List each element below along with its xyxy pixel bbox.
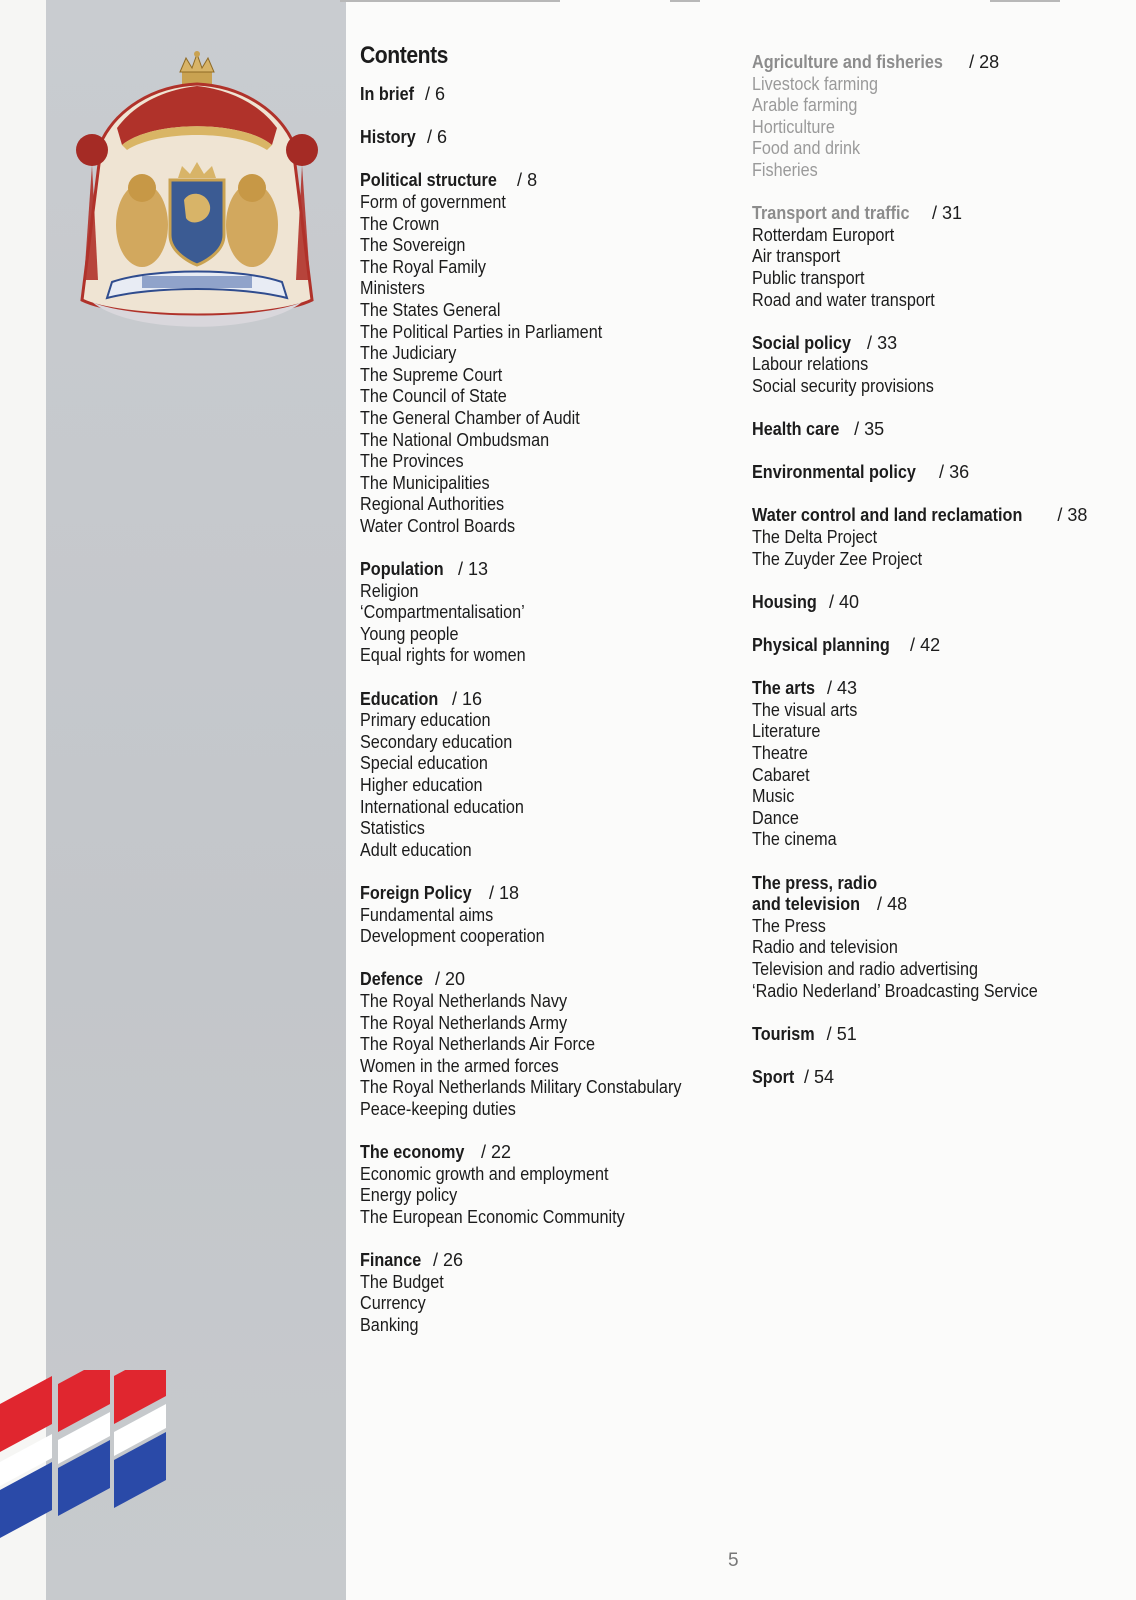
toc-section xyxy=(752,505,1132,570)
toc-entry[interactable]: The Sovereign xyxy=(360,235,466,256)
toc-page-number: 35 xyxy=(864,419,885,440)
top-rule xyxy=(340,0,560,2)
toc-entry[interactable]: The cinema xyxy=(752,829,837,850)
toc-entry[interactable]: Literature xyxy=(752,721,821,742)
toc-entry[interactable]: Fisheries xyxy=(752,159,818,180)
toc-entry[interactable]: Religion xyxy=(360,580,419,601)
toc-page-number: 40 xyxy=(839,591,860,612)
toc-page-number: 13 xyxy=(468,559,489,580)
toc-heading[interactable] xyxy=(360,127,730,149)
toc-entry[interactable]: Road and water transport xyxy=(752,289,935,310)
toc-heading[interactable] xyxy=(360,84,730,106)
toc-entry[interactable]: ‘Compartmentalisation’ xyxy=(360,602,525,623)
toc-heading[interactable] xyxy=(752,462,1132,484)
page-number: 5 xyxy=(728,1550,739,1571)
toc-heading-text: and television xyxy=(752,894,861,915)
toc-page-number: 22 xyxy=(491,1142,512,1163)
toc-entry[interactable]: Banking xyxy=(360,1314,419,1335)
top-rule xyxy=(670,0,700,2)
toc-heading[interactable] xyxy=(752,333,1132,355)
toc-entry[interactable]: Fundamental aims xyxy=(360,904,494,925)
toc-heading-text: Social policy xyxy=(752,332,852,353)
toc-page-number: 42 xyxy=(920,635,941,656)
toc-separator: / xyxy=(453,559,469,580)
toc-entry[interactable]: Secondary education xyxy=(360,731,513,752)
toc-page-number: 6 xyxy=(435,84,446,104)
toc-heading-text: Population xyxy=(360,559,444,580)
toc-heading-text: Environmental policy xyxy=(752,462,916,483)
toc-heading-text: The arts xyxy=(752,678,816,699)
toc-page-number: 18 xyxy=(499,882,520,903)
toc-heading[interactable] xyxy=(360,689,730,711)
toc-separator: / xyxy=(1052,505,1068,526)
toc-heading[interactable] xyxy=(752,505,1132,527)
toc-section xyxy=(360,969,730,1120)
toc-entry[interactable]: The Press xyxy=(752,915,826,936)
toc-heading[interactable] xyxy=(752,203,1132,225)
toc-entry[interactable]: Statistics xyxy=(360,818,425,839)
toc-heading-text: Agriculture and fisheries xyxy=(752,52,943,72)
toc-separator: / xyxy=(422,127,438,148)
toc-heading-text: Finance xyxy=(360,1250,422,1271)
toc-separator: / xyxy=(849,419,865,440)
page-margin xyxy=(0,0,46,1600)
toc-separator: / xyxy=(964,52,980,72)
toc-separator: / xyxy=(512,170,528,191)
toc-entry[interactable]: The Royal Netherlands Military Constabulary xyxy=(360,1077,682,1098)
toc-page-number: 43 xyxy=(837,678,858,699)
toc-heading-text: Political structure xyxy=(360,170,497,191)
toc-section xyxy=(360,1142,730,1228)
toc-section xyxy=(752,592,1132,614)
toc-separator: / xyxy=(420,84,436,104)
toc-heading[interactable] xyxy=(752,1024,1132,1046)
toc-entry[interactable]: The Royal Netherlands Army xyxy=(360,1012,568,1033)
toc-section xyxy=(752,203,1132,311)
toc-entry[interactable]: ‘Radio Nederland’ Broadcasting Service xyxy=(752,980,1038,1001)
top-rule xyxy=(990,0,1060,2)
toc-entry[interactable]: International education xyxy=(360,796,524,817)
toc-entry[interactable]: Cabaret xyxy=(752,764,810,785)
toc-heading-text: Transport and traffic xyxy=(752,203,910,224)
toc-entry[interactable]: The European Economic Community xyxy=(360,1206,625,1227)
toc-page-number: 16 xyxy=(462,688,483,709)
toc-heading-text: Foreign Policy xyxy=(360,882,472,903)
toc-entry[interactable]: Ministers xyxy=(360,278,425,299)
toc-entry[interactable]: Development cooperation xyxy=(360,926,545,947)
toc-page-number: 6 xyxy=(437,127,448,148)
toc-section xyxy=(752,52,1132,182)
toc-separator: / xyxy=(484,882,500,903)
toc-heading[interactable] xyxy=(752,419,1132,441)
toc-entry[interactable]: Air transport xyxy=(752,246,841,267)
toc-entry[interactable]: The Royal Family xyxy=(360,256,487,277)
toc-entry[interactable]: Regional Authorities xyxy=(360,494,505,515)
toc-entry[interactable]: Young people xyxy=(360,623,459,644)
toc-section xyxy=(360,127,730,149)
toc-heading-text: Sport xyxy=(752,1066,795,1087)
toc-entry[interactable]: Livestock farming xyxy=(752,73,879,94)
toc-separator: / xyxy=(822,678,838,699)
toc-entry[interactable]: Energy policy xyxy=(360,1185,458,1206)
toc-separator: / xyxy=(476,1142,492,1163)
toc-section xyxy=(360,84,730,106)
toc-section xyxy=(360,559,730,667)
toc-heading[interactable] xyxy=(360,559,730,581)
toc-section xyxy=(752,419,1132,441)
toc-section xyxy=(752,462,1132,484)
toc-heading-text: Water control and land reclamation xyxy=(752,505,1023,526)
toc-entry[interactable]: Primary education xyxy=(360,710,491,731)
toc-entry[interactable]: Currency xyxy=(360,1293,426,1314)
toc-heading-text: Health care xyxy=(752,419,840,440)
toc-heading-text: Tourism xyxy=(752,1023,815,1044)
toc-heading-text: Housing xyxy=(752,591,817,612)
toc-page-number: 33 xyxy=(877,332,898,353)
toc-entry[interactable]: Theatre xyxy=(752,743,808,763)
toc-page-number: 26 xyxy=(443,1250,464,1271)
toc-heading-text: History xyxy=(360,127,416,148)
toc-section xyxy=(752,873,1132,1003)
toc-entry[interactable]: Radio and television xyxy=(752,937,898,958)
toc-page-number: 51 xyxy=(836,1023,857,1044)
toc-entry[interactable]: The visual arts xyxy=(752,699,858,720)
toc-heading[interactable] xyxy=(752,592,1132,614)
toc-heading[interactable] xyxy=(752,635,1132,657)
toc-entry[interactable]: The Municipalities xyxy=(360,472,490,493)
toc-page-number: 54 xyxy=(814,1066,835,1087)
toc-heading-text: Education xyxy=(360,688,439,709)
toc-entry[interactable]: The Judiciary xyxy=(360,343,457,364)
toc-separator: / xyxy=(862,332,878,353)
toc-entry[interactable]: Women in the armed forces xyxy=(360,1055,559,1076)
toc-entry[interactable]: Higher education xyxy=(360,775,483,795)
toc-heading[interactable] xyxy=(752,1067,1132,1089)
toc-separator: / xyxy=(821,1023,837,1044)
toc-separator: / xyxy=(872,894,888,915)
toc-entry[interactable]: The Political Parties in Parliament xyxy=(360,321,603,342)
toc-heading-text: The economy xyxy=(360,1142,465,1163)
toc-section xyxy=(360,689,730,862)
toc-separator: / xyxy=(934,462,950,483)
toc-entry[interactable]: The Council of State xyxy=(360,386,507,407)
toc-section xyxy=(360,170,730,537)
toc-entry[interactable]: Dance xyxy=(752,807,799,828)
toc-heading[interactable] xyxy=(360,1250,730,1272)
toc-section xyxy=(360,1250,730,1336)
toc-section xyxy=(752,1067,1132,1089)
toc-section xyxy=(752,678,1132,851)
toc-page-number: 20 xyxy=(445,969,466,990)
page-title: Contents xyxy=(360,42,448,69)
toc-entry[interactable]: Labour relations xyxy=(752,354,869,375)
toc-entry[interactable]: The Zuyder Zee Project xyxy=(752,548,923,569)
toc-page-number: 36 xyxy=(949,462,970,483)
toc-heading[interactable] xyxy=(360,170,730,192)
toc-separator: / xyxy=(824,591,840,612)
toc-entry[interactable]: The States General xyxy=(360,299,501,320)
toc-entry[interactable]: Economic growth and employment xyxy=(360,1163,609,1184)
crown-icon xyxy=(180,51,214,84)
toc-entry[interactable]: Television and radio advertising xyxy=(752,958,979,979)
toc-separator: / xyxy=(447,688,463,709)
toc-entry[interactable]: Horticulture xyxy=(752,116,835,137)
toc-entry[interactable]: Water Control Boards xyxy=(360,515,516,536)
toc-entry[interactable]: The Supreme Court xyxy=(360,364,503,385)
toc-entry[interactable]: Adult education xyxy=(360,839,472,860)
toc-section xyxy=(752,635,1132,657)
toc-entry[interactable]: Food and drink xyxy=(752,138,861,159)
toc-entry[interactable]: The General Chamber of Audit xyxy=(360,407,580,428)
toc-entry[interactable]: Peace-keeping duties xyxy=(360,1098,516,1119)
toc-entry[interactable]: The Crown xyxy=(360,213,440,234)
toc-heading[interactable] xyxy=(360,883,730,905)
toc-entry[interactable]: Equal rights for women xyxy=(360,645,526,666)
toc-separator: / xyxy=(428,1250,444,1271)
toc-heading[interactable] xyxy=(752,52,1132,74)
toc-entry[interactable]: The Budget xyxy=(360,1271,444,1292)
toc-entry[interactable]: Social security provisions xyxy=(752,375,934,396)
toc-heading-text: The press, radio xyxy=(752,872,878,893)
toc-separator: / xyxy=(927,203,943,224)
contents-column-right xyxy=(752,52,1132,1110)
toc-page-number: 48 xyxy=(887,894,908,915)
toc-entry[interactable]: Special education xyxy=(360,753,488,774)
toc-page-number: 38 xyxy=(1067,505,1088,526)
toc-entry[interactable]: The Royal Netherlands Air Force xyxy=(360,1034,596,1055)
toc-entry[interactable]: The National Ombudsman xyxy=(360,429,550,450)
toc-entry[interactable]: The Delta Project xyxy=(752,527,878,548)
toc-page-number: 8 xyxy=(527,170,538,191)
contents-column-left xyxy=(360,42,730,1358)
toc-heading-text: Defence xyxy=(360,969,424,990)
toc-heading[interactable] xyxy=(360,969,730,991)
toc-heading[interactable] xyxy=(752,678,1132,700)
toc-entry[interactable]: Form of government xyxy=(360,191,506,212)
toc-entry[interactable]: Arable farming xyxy=(752,95,858,116)
toc-separator: / xyxy=(905,635,921,656)
toc-entry[interactable]: Music xyxy=(752,786,795,807)
toc-heading-text: In brief xyxy=(360,84,415,104)
toc-entry[interactable]: Rotterdam Europort xyxy=(752,224,895,245)
flag-motif-image xyxy=(0,1370,170,1540)
toc-entry[interactable]: The Provinces xyxy=(360,451,464,472)
toc-section xyxy=(752,1024,1132,1046)
toc-section xyxy=(360,883,730,948)
coat-of-arms-image xyxy=(62,50,332,340)
toc-section xyxy=(752,333,1132,398)
toc-page-number: 31 xyxy=(942,203,963,224)
toc-heading[interactable] xyxy=(752,873,1132,916)
toc-page-number: 28 xyxy=(979,52,1000,72)
toc-entry[interactable]: The Royal Netherlands Navy xyxy=(360,990,568,1011)
toc-separator: / xyxy=(430,969,446,990)
toc-separator: / xyxy=(799,1066,815,1087)
toc-entry[interactable]: Public transport xyxy=(752,267,865,288)
toc-heading-text: Physical planning xyxy=(752,635,890,656)
toc-heading[interactable] xyxy=(360,1142,730,1164)
